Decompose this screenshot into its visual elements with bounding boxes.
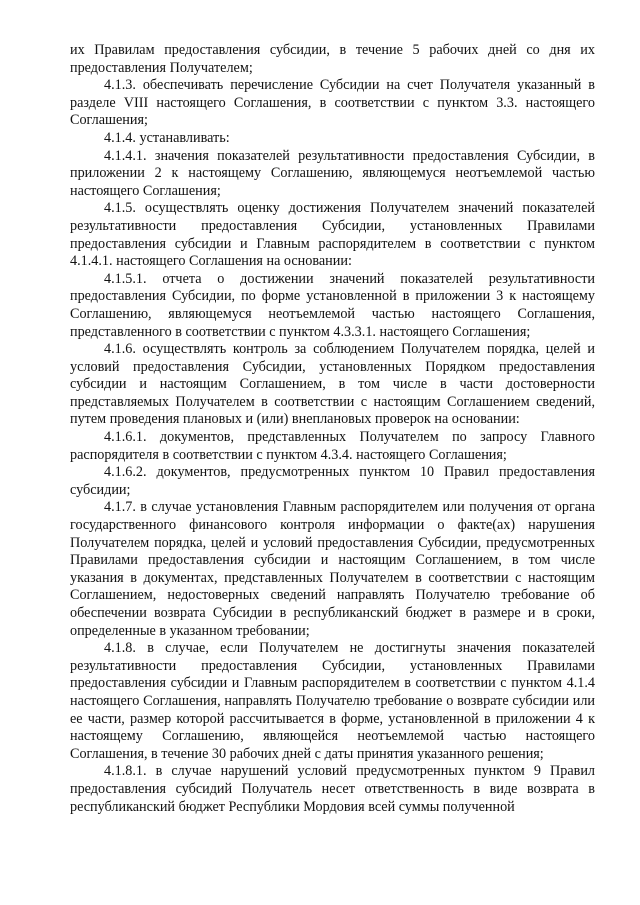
paragraph-4-1-6: 4.1.6. осуществлять контроль за соблюдением Получателем порядка, целей и условий предоставления Субсидии, установленных Порядком предоставления субсидии и настоящим Соглашением, в том числе в части достоверности представляемых Получателем в соответствии с настоящим Соглашением сведений, путем проведения плановых и (или) внеплановых проверок на основании: bbox=[70, 341, 595, 428]
paragraph-4-1-8-1: 4.1.8.1. в случае нарушений условий предусмотренных пунктом 9 Правил предоставления субсидий Получатель несет ответственность в виде возврата в республиканский бюджет Республики Мордовия всей суммы полученной bbox=[70, 763, 595, 815]
paragraph-4-1-4-1: 4.1.4.1. значения показателей результативности предоставления Субсидии, в приложении 2 к настоящему Соглашению, являющемуся неотъемлемой частью настоящего Соглашения; bbox=[70, 147, 595, 199]
paragraph-4-1-8: 4.1.8. в случае, если Получателем не достигнуты значения показателей результативности предоставления Субсидии, установленных Правилами предоставления субсидии и Главным распорядителем в соответствии с пунктом 4.1.4 настоящего Соглашения, направлять Получателю требование о возврате субсидии или ее части, размер которой рассчитывается в форме, установленной в приложении 4 к настоящему Соглашению, являющейся неотъемлемой частью настоящего Соглашения, в течение 30 рабочих дней с даты принятия указанного решения; bbox=[70, 640, 595, 762]
document-page bbox=[70, 42, 595, 816]
paragraph-4-1-4: 4.1.4. устанавливать: bbox=[104, 129, 230, 146]
paragraph-4-1-6-2: 4.1.6.2. документов, предусмотренных пунктом 10 Правил предоставления субсидии; bbox=[70, 464, 595, 498]
paragraph-4-1-5-1: 4.1.5.1. отчета о достижении значений показателей результативности предоставления Субсидии, по форме установленной в приложении 3 к настоящему Соглашению, являющемуся неотъемлемой частью настоящего Соглашения, представленного в соответствии с пунктом 4.3.3.1. настоящего Соглашения; bbox=[70, 270, 595, 340]
paragraph-4-1-6-1: 4.1.6.1. документов, представленных Получателем по запросу Главного распорядителя в соответствии с пунктом 4.3.4. настоящего Соглашения; bbox=[70, 429, 595, 463]
paragraph-4-1-3: 4.1.3. обеспечивать перечисление Субсидии на счет Получателя указанный в разделе VIII настоящего Соглашения, в соответствии с пунктом 3.3. настоящего Соглашения; bbox=[70, 77, 595, 129]
paragraph-4-1-5: 4.1.5. осуществлять оценку достижения Получателем значений показателей результативности предоставления Субсидии, установленных Правилами предоставления субсидии и Главным распорядителем в соответствии с пунктом 4.1.4.1. настоящего Соглашения на основании: bbox=[70, 200, 595, 270]
paragraph-continuation: их Правилам предоставления субсидии, в течение 5 рабочих дней со дня их предоставления Получателем; bbox=[70, 42, 595, 76]
paragraph-4-1-7: 4.1.7. в случае установления Главным распорядителем или получения от органа государственного финансового контроля информации о факте(ах) нарушения Получателем порядка, целей и условий предоставления Субсидии, предусмотренных Правилами предоставления субсидии и настоящим Соглашением, в том числе указания в документах, представленных Получателем в соответствии с настоящим Соглашением, недостоверных сведений направлять Получателю требование об обеспечении возврата Субсидии в республиканский бюджет в размере и в сроки, определенные в указанном требовании; bbox=[70, 499, 595, 639]
